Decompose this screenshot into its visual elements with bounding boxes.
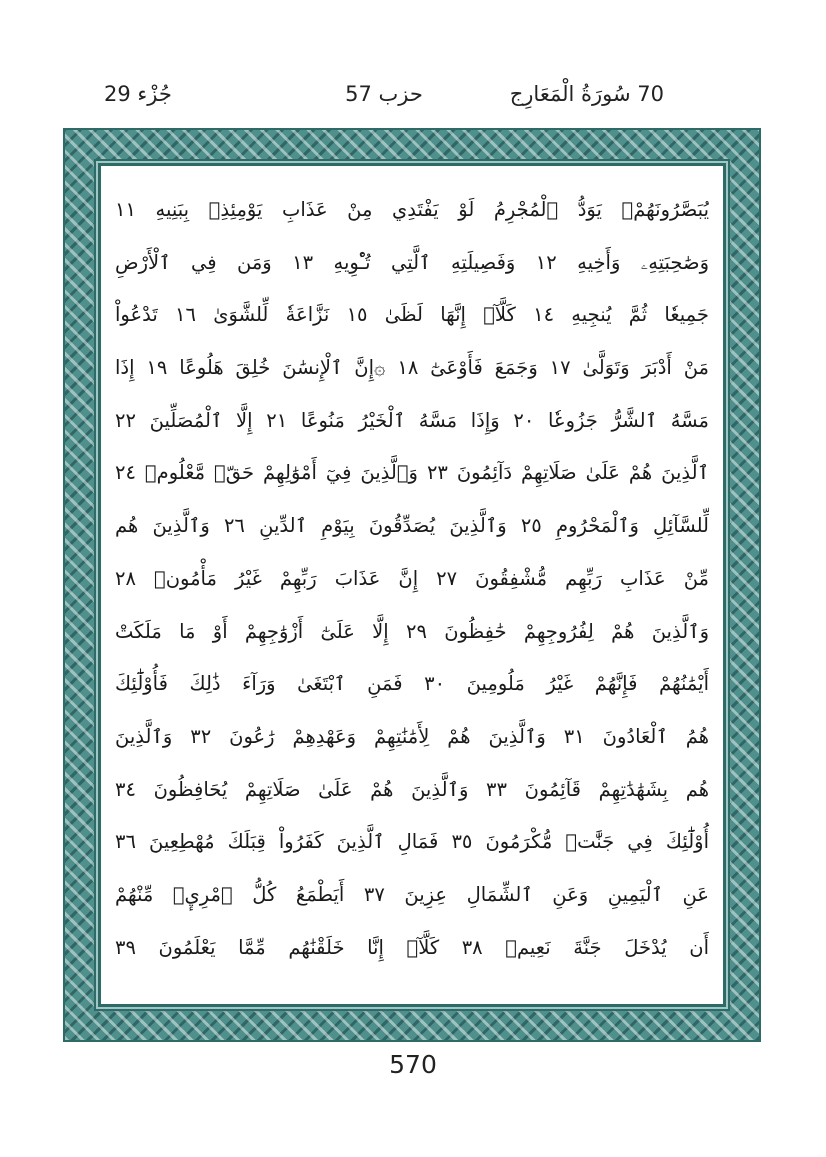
text-line: أُوْلَٰٓئِكَ فِي جَنَّٰتٖ مُّكْرَمُونَ ٣٥ فَمَالِ ٱلَّذِينَ كَفَرُواْ قِبَلَكَ مُهْطِعِينَ ٣٦ xyxy=(115,830,709,854)
text-line: وَصَٰحِبَتِهِۦ وَأَخِيهِ ١٢ وَفَصِيلَتِهِ ٱلَّتِي تُـْٔوِيهِ ١٣ وَمَن فِي ٱلْأَرْضِ xyxy=(115,250,709,274)
quran-text xyxy=(115,184,709,992)
text-line: ٱلَّذِينَ هُمْ عَلَىٰ صَلَاتِهِمْ دَآئِمُونَ ٢٣ وَٱلَّذِينَ فِيٓ أَمْوَٰلِهِمْ حَقّٞ مَّعْلُومٞ ٢٤ xyxy=(115,461,709,485)
text-line: لِّلسَّآئِلِ وَٱلْمَحْرُومِ ٢٥ وَٱلَّذِينَ يُصَدِّقُونَ بِيَوْمِ ٱلدِّينِ ٢٦ وَٱلَّذِينَ هُم xyxy=(115,514,709,538)
text-line: وَٱلَّذِينَ هُمْ لِفُرُوجِهِمْ حَٰفِظُونَ ٢٩ إِلَّا عَلَىٰٓ أَزْوَٰجِهِمْ أَوْ مَا مَلَكَتْ xyxy=(115,619,709,643)
page-number: 570 xyxy=(389,1050,437,1079)
page-header xyxy=(104,82,664,116)
text-line: مِّنْ عَذَابِ رَبِّهِم مُّشْفِقُونَ ٢٧ إِنَّ عَذَابَ رَبِّهِمْ غَيْرُ مَأْمُونٖ ٢٨ xyxy=(115,566,709,590)
surah-title: 70 سُورَةُ الْمَعَارِج xyxy=(509,82,664,106)
text-line: جَمِيعٗا ثُمَّ يُنجِيهِ ١٤ كَلَّآۖ إِنَّهَا لَظَىٰ ١٥ نَزَّاعَةٗ لِّلشَّوَىٰ ١٦ تَدْعُواْ xyxy=(115,303,709,327)
text-line: أَن يُدْخَلَ جَنَّةَ نَعِيمٖ ٣٨ كَلَّآۖ إِنَّا خَلَقْنَٰهُم مِّمَّا يَعْلَمُونَ ٣٩ xyxy=(115,935,709,959)
juz-label: جُزْء 29 xyxy=(104,82,172,106)
text-line: هُم بِشَهَٰدَٰتِهِمْ قَآئِمُونَ ٣٣ وَٱلَّذِينَ هُمْ عَلَىٰ صَلَاتِهِمْ يُحَافِظُونَ ٣٤ xyxy=(115,777,709,801)
text-line: مَنْ أَدْبَرَ وَتَوَلَّىٰ ١٧ وَجَمَعَ فَأَوْعَىٰٓ ١٨ ۞إِنَّ ٱلْإِنسَٰنَ خُلِقَ هَلُوعًا ١٩ إِذَا xyxy=(115,356,709,380)
text-line: أَيْمَٰنُهُمْ فَإِنَّهُمْ غَيْرُ مَلُومِينَ ٣٠ فَمَنِ ٱبْتَغَىٰ وَرَآءَ ذَٰلِكَ فَأُوْلَٰٓئِكَ xyxy=(115,672,709,696)
text-line: عَنِ ٱلْيَمِينِ وَعَنِ ٱلشِّمَالِ عِزِينَ ٣٧ أَيَطْمَعُ كُلُّ ٱمْرِيٕٖ مِّنْهُمْ xyxy=(115,882,709,906)
text-panel xyxy=(98,163,726,1007)
text-line: هُمُ ٱلْعَادُونَ ٣١ وَٱلَّذِينَ هُمْ لِأَمَٰنَٰتِهِمْ وَعَهْدِهِمْ رَٰعُونَ ٣٢ وَٱلَّذِينَ xyxy=(115,724,709,748)
ornamental-border xyxy=(63,128,761,1042)
text-line: مَسَّهُ ٱلشَّرُّ جَزُوعٗا ٢٠ وَإِذَا مَسَّهُ ٱلْخَيْرُ مَنُوعًا ٢١ إِلَّا ٱلْمُصَلِّينَ ٢٢ xyxy=(115,408,709,432)
text-line: يُبَصَّرُونَهُمْۚ يَوَدُّ ٱلْمُجْرِمُ لَوْ يَفْتَدِي مِنْ عَذَابِ يَوْمِئِذِۢ بِبَنِيهِ ١١ xyxy=(115,198,709,221)
hizb-label: حزب 57 xyxy=(345,82,423,106)
